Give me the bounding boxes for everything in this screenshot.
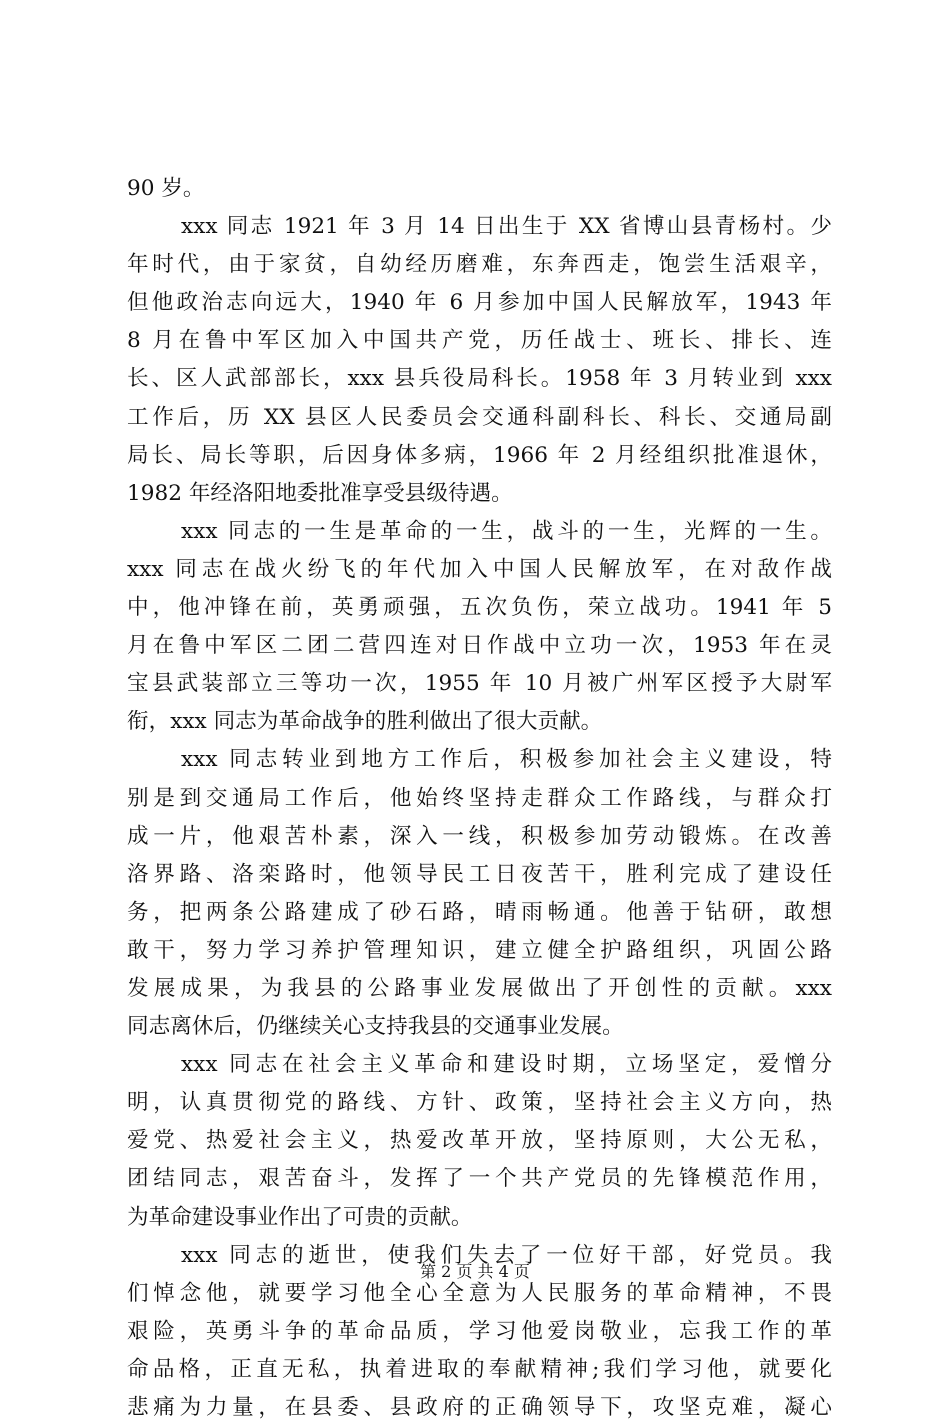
text-line: 但他政治志向远大，1940 年 6 月参加中国人民解放军，1943 年	[127, 290, 832, 316]
text-line: 明，认真贯彻党的路线、方针、政策，坚持社会主义方向，热	[127, 1090, 832, 1116]
text-line: xxx 同志转业到地方工作后，积极参加社会主义建设，特	[181, 747, 832, 773]
text-line: 宝县武装部立三等功一次，1955 年 10 月被广州军区授予大尉军	[127, 671, 832, 697]
text-line: 局长、局长等职，后因身体多病，1966 年 2 月经组织批准退休，	[127, 442, 832, 468]
text-line: 同志离休后，仍继续关心支持我县的交通事业发展。	[127, 1014, 624, 1040]
text-line: 别是到交通局工作后，他始终坚持走群众工作路线，与群众打	[127, 785, 832, 811]
text-line: 为革命建设事业作出了可贵的贡献。	[127, 1204, 473, 1230]
text-line: 1982 年经洛阳地委批准享受县级待遇。	[127, 480, 513, 506]
text-line: 团结同志，艰苦奋斗，发挥了一个共产党员的先锋模范作用，	[127, 1166, 832, 1192]
text-line: 务，把两条公路建成了砂石路，晴雨畅通。他善于钻研，敢想	[127, 899, 832, 925]
text-line: 月在鲁中军区二团二营四连对日作战中立功一次，1953 年在灵	[127, 633, 832, 659]
text-line: 中，他冲锋在前，英勇顽强，五次负伤，荣立战功。1941 年 5	[127, 595, 832, 621]
text-line: 悲痛为力量，在县委、县政府的正确领导下，攻坚克难，凝心	[127, 1395, 832, 1420]
text-line: 洛界路、洛栾路时，他领导民工日夜苦干，胜利完成了建设任	[127, 861, 832, 887]
text-line: 年时代，由于家贫，自幼经历磨难，东奔西走，饱尝生活艰辛，	[127, 252, 832, 278]
text-line: 爱党、热爱社会主义，热爱改革开放，坚持原则，大公无私，	[127, 1128, 832, 1154]
text-line: 长、区人武部部长，xxx 县兵役局科长。1958 年 3 月转业到 xxx	[127, 366, 832, 392]
text-line: 衔，xxx 同志为革命战争的胜利做出了很大贡献。	[127, 709, 603, 735]
text-line: 8 月在鲁中军区加入中国共产党，历任战士、班长、排长、连	[127, 328, 832, 354]
text-line: 工作后，历 XX 县区人民委员会交通科副科长、科长、交通局副	[127, 404, 832, 430]
body-text	[127, 170, 832, 1427]
text-line: 们悼念他，就要学习他全心全意为人民服务的革命精神，不畏	[127, 1280, 832, 1306]
text-line: 艰险，英勇斗争的革命品质，学习他爱岗敬业，忘我工作的革	[127, 1318, 832, 1344]
text-line: 发展成果，为我县的公路事业发展做出了开创性的贡献。xxx	[127, 975, 832, 1001]
text-line: xxx 同志在战火纷飞的年代加入中国人民解放军，在对敌作战	[127, 556, 832, 582]
page-footer	[0, 1262, 950, 1282]
page-number-label: 第 2 页 共 4 页	[420, 1262, 530, 1281]
text-line: 成一片，他艰苦朴素，深入一线，积极参加劳动锻炼。在改善	[127, 823, 832, 849]
text-line: 90 岁。	[127, 176, 205, 201]
text-line: xxx 同志在社会主义革命和建设时期，立场坚定，爱憎分	[181, 1052, 832, 1078]
text-line: 敢干，努力学习养护管理知识，建立健全护路组织，巩固公路	[127, 937, 832, 963]
text-line: xxx 同志的逝世，使我们失去了一位好干部，好党员。我	[181, 1242, 832, 1268]
text-line: xxx 同志 1921 年 3 月 14 日出生于 XX 省博山县青杨村。少	[181, 214, 832, 240]
text-line: xxx 同志的一生是革命的一生，战斗的一生，光辉的一生。	[181, 518, 832, 544]
text-line: 命品格，正直无私，执着进取的奉献精神;我们学习他，就要化	[127, 1356, 832, 1382]
